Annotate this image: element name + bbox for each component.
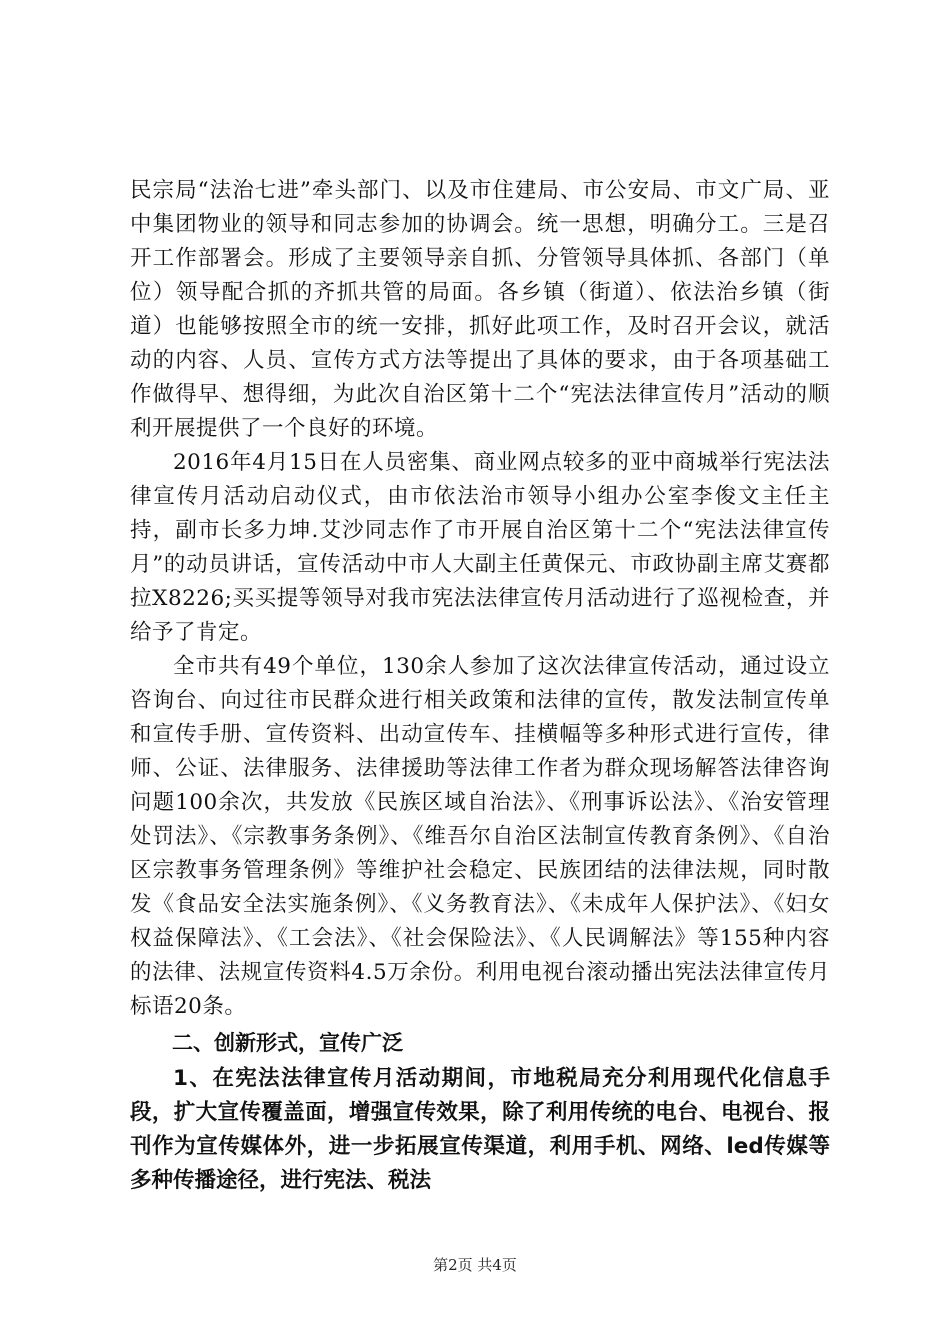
page-number-footer: 第2页 共4页 [433,1256,517,1274]
bold-paragraph: 1、在宪法法律宣传月活动期间，市地税局充分利用现代化信息手段，扩大宣传覆盖面，增强宣传效果，除了利用传统的电台、电视台、报刊作为宣传媒体外，进一步拓展宣传渠道，利用手机、网络、led传媒等多种传播途径，进行宪法、税法 [130,1066,830,1193]
paragraph-1: 民宗局“法治七进”牵头部门、以及市住建局、市公安局、市文广局、亚中集团物业的领导和同志参加的协调会。统一思想，明确分工。三是召开工作部署会。形成了主要领导亲自抓、分管领导具体抓、各部门（单位）领导配合抓的齐抓共管的局面。各乡镇（街道）、依法治乡镇（街道）也能够按照全市的统一安排，抓好此项工作，及时召开会议，就活动的内容、人员、宣传方式方法等提出了具体的要求，由于各项基础工作做得早、想得细，为此次自治区第十二个“宪法法律宣传月”活动的顺利开展提供了一个良好的环境。 [130,178,830,441]
paragraph-3: 全市共有49个单位，130余人参加了这次法律宣传活动，通过设立咨询台、向过往市民群众进行相关政策和法律的宣传，散发法制宣传单和宣传手册、宣传资料、出动宣传车、挂横幅等多种形式进行宣传，律师、公证、法律服务、法律援助等法律工作者为群众现场解答法律咨询问题100余次，共发放《民族区域自治法》、《刑事诉讼法》、《治安管理处罚法》、《宗教事务条例》、《维吾尔自治区法制宣传教育条例》、《自治区宗教事务管理条例》等维护社会稳定、民族团结的法律法规，同时散发《食品安全法实施条例》、《义务教育法》、《未成年人保护法》、《妇女权益保障法》、《工会法》、《社会保险法》、《人民调解法》等155种内容的法律、法规宣传资料4.5万余份。利用电视台滚动播出宪法法律宣传月标语20条。 [130,654,830,1019]
paragraph-2: 2016年4月15日在人员密集、商业网点较多的亚中商城举行宪法法律宣传月活动启动仪式，由市依法治市领导小组办公室李俊文主任主持，副市长多力坤.艾沙同志作了市开展自治区第十二个“宪法法律宣传月”的动员讲话，宣传活动中市人大副主任黄保元、市政协副主席艾赛都拉X8226;买买提等领导对我市宪法法律宣传月活动进行了巡视检查，并给予了肯定。 [130,450,830,645]
document-body [130,174,830,1198]
section-heading: 二、创新形式，宣传广泛 [172,1031,403,1055]
